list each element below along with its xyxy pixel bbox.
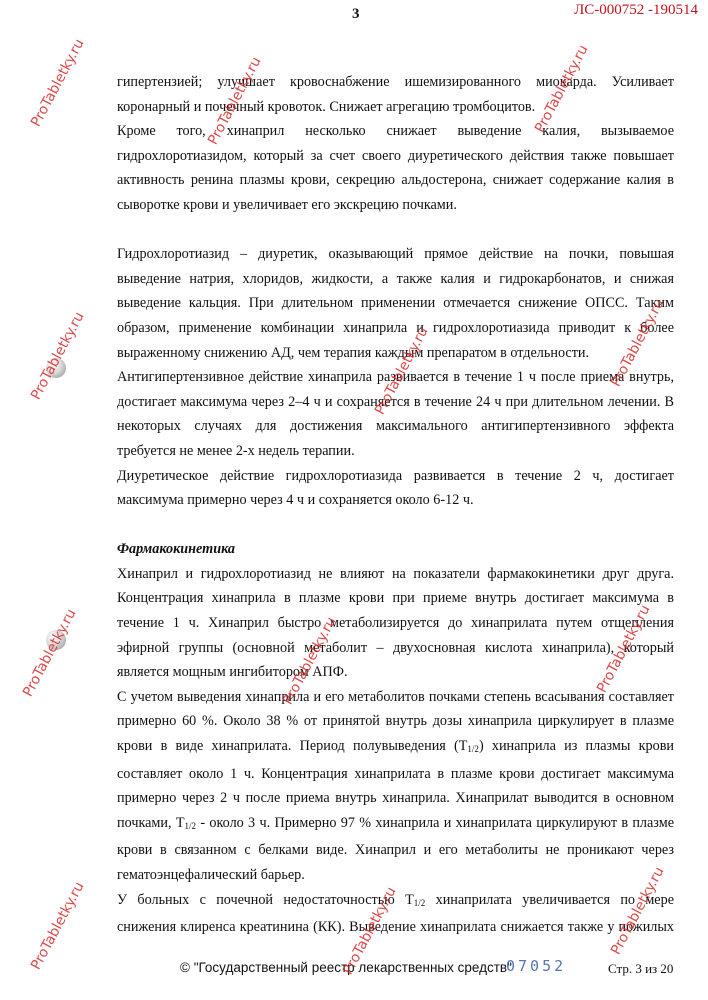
- footer-page-of: Стр. 3 из 20: [608, 961, 674, 976]
- section-heading-pharmacokinetics: Фармакокинетика: [117, 541, 236, 558]
- watermark: ProTabletky.ru: [608, 864, 668, 958]
- watermark: ProTabletky.ru: [28, 879, 88, 973]
- watermark: ProTabletky.ru: [372, 324, 432, 418]
- watermark: ProTabletky.ru: [20, 606, 80, 700]
- watermark: ProTabletky.ru: [532, 42, 592, 136]
- document-body: [117, 70, 674, 940]
- watermark: ProTabletky.ru: [608, 296, 668, 390]
- watermark: ProTabletky.ru: [28, 36, 88, 130]
- watermark: ProTabletky.ru: [28, 309, 88, 403]
- paragraph-4: Антигипертензивное действие хинаприла развивается в течение 1 ч после приема внутрь, достигает максимума через 2–4 ч и сохраняется в течение 24 ч при длительном лечении. В некоторых случаях для достижения максимального антигипертензивного эффекта требуется не менее 2-х недель терапии.: [117, 369, 674, 459]
- paragraph-3: Гидрохлоротиазид – диуретик, оказывающий прямое действие на почки, повышая выведение натрия, хлоридов, жидкости, а также калия и гидрокарбонатов, и снижая выведение кальция. При длительном применении отмечается снижение ОПСС. Таким образом, применение комбинации хинаприла и гидрохлоротиазида приводит к более выраженному снижению АД, чем терапия каждым препаратом в отдельности.: [117, 246, 674, 361]
- paragraph-6: Хинаприл и гидрохлоротиазид не влияют на показатели фармакокинетики друг друга. Концентрация хинаприла в плазме крови при приеме внутрь достигает максимума в течение 1 ч. Хинаприл быстро метаболизируется до хинаприлата путем отщепления эфирной группы (основной метаболит – двухосновная кислота хинаприла), который является мощным ингибитором АПФ.: [117, 565, 674, 681]
- paragraph-1: гипертензией; улучшает кровоснабжение ишемизированного миокарда. Усиливает коронарный и почечный кровоток. Снижает агрегацию тромбоцитов.: [117, 74, 674, 115]
- watermark: ProTabletky.ru: [594, 602, 654, 696]
- page-number: 3: [352, 6, 360, 22]
- watermark: ProTabletky.ru: [340, 884, 400, 978]
- registration-code: ЛС-000752 -190514: [574, 2, 698, 18]
- paragraph-5: Диуретическое действие гидрохлоротиазида развивается в течение 2 ч, достигает максимума примерно через 4 ч и сохраняется около 6-12 ч.: [117, 467, 674, 509]
- footer-copyright: © "Государственный реестр лекарственных средств": [180, 960, 512, 975]
- paragraph-8: У больных с почечной недостаточностью $T_{1/2}$ хинаприлата увеличивается по мере снижения клиренса креатинина (КК). Выведение хинаприлата снижается также у пожилых: [117, 891, 674, 936]
- watermark: ProTabletky.ru: [280, 614, 340, 708]
- paragraph-2: Кроме того, хинаприл несколько снижает выведение калия, вызываемое гидрохлоротиазидом, который за счет своего диуретического действия также повышает активность ренина плазмы крови, секрецию альдостерона, снижает содержание калия в сыворотке крови и увеличивает его экскрецию почками.: [117, 123, 674, 213]
- paragraph-7: С учетом выведения хинаприла и его метаболитов почками степень всасывания составляет примерно 60 %. Около 38 % от принятой внутрь дозы хинаприла циркулирует в плазме крови в виде хинаприлата. Период полувыведения $(T_{1/2})$ хинаприла из плазмы крови составляет около 1 ч. Концентрация хинаприлата в плазме крови достигает максимума примерно через 2 ч после приема внутрь хинаприла. Хинаприлат выводится в основном почками, $T_{1/2}$ - около 3 ч. Примерно 97 % хинаприла и хинаприлата циркулируют в плазме крови в связанном с белками виде. Хинаприл и его метаболиты не проникают через гематоэнцефалический барьер.: [117, 688, 674, 883]
- footer-stamp: 07052: [506, 957, 567, 975]
- watermark: ProTabletky.ru: [205, 54, 265, 148]
